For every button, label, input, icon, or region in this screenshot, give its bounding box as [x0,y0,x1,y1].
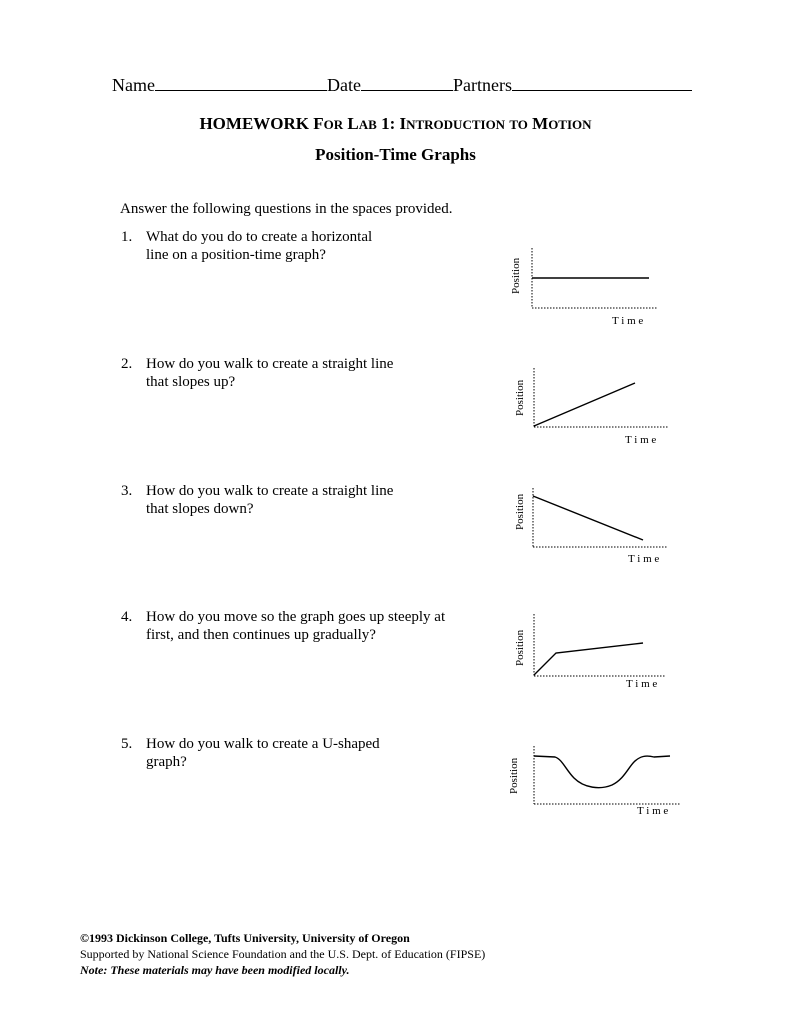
graph-slope-down [500,480,680,575]
question-text-line1: How do you walk to create a straight line [146,483,394,499]
position-curve [533,496,643,540]
partners-field[interactable] [512,74,692,91]
y-axis-label: Position [514,379,526,416]
graph-slope-up [500,360,680,455]
question-1 [121,228,501,268]
note-line: Note: These materials may have been modified locally. [80,963,350,977]
question-text-line2: graph? [146,754,187,770]
x-axis-label: T i m e [626,678,658,690]
question-text-line2: line on a position-time graph? [146,247,326,263]
position-curve [534,756,670,788]
question-text-line1: How do you move so the graph goes up steeply at [146,609,446,625]
y-axis-label: Position [508,757,520,794]
position-curve [534,643,643,675]
question-number: 4. [121,609,133,625]
date-field[interactable] [361,74,453,91]
x-axis-label: T i m e [625,434,657,446]
question-text-line1: How do you walk to create a straight line [146,356,394,372]
graph-u-shaped [500,740,690,825]
y-axis-label: Position [514,629,526,666]
y-axis-label: Position [510,257,522,294]
question-number: 2. [121,356,133,372]
question-text-line1: How do you walk to create a U-shaped [146,736,380,752]
instructions: Answer the following questions in the spaces provided. [120,201,453,217]
footer [80,930,485,978]
y-axis-label: Position [514,493,526,530]
date-label: Date [326,75,361,95]
position-curve [534,383,635,426]
x-axis-label: T i m e [628,553,660,565]
question-number: 1. [121,229,133,245]
support-line: Supported by National Science Foundation and the U.S. Dept. of Education (FIPSE) [80,947,486,961]
page-title: HOMEWORK FOR LAB 1: INTRODUCTION TO MOTION [199,114,592,133]
x-axis-label: T i m e [612,315,644,327]
name-field[interactable] [155,74,327,91]
question-number: 3. [121,483,133,499]
question-3 [121,482,501,522]
name-label: Name [112,75,155,95]
page-subtitle: Position-Time Graphs [315,145,476,164]
question-4 [121,608,506,648]
header-fields [112,74,712,96]
question-text-line2: first, and then continues up gradually? [146,627,376,643]
question-2 [121,355,501,395]
question-text-line2: that slopes down? [146,501,254,517]
graph-horizontal-line [500,240,680,335]
graph-steep-then-gradual [500,606,680,701]
x-axis-label: T i m e [637,805,669,817]
copyright-line: ©1993 Dickinson College, Tufts University, University of Oregon [80,931,410,945]
question-5 [121,735,501,775]
question-text-line2: that slopes up? [146,374,236,390]
partners-label: Partners [452,75,512,95]
question-number: 5. [121,736,133,752]
question-text-line1: What do you do to create a horizontal [146,229,373,245]
